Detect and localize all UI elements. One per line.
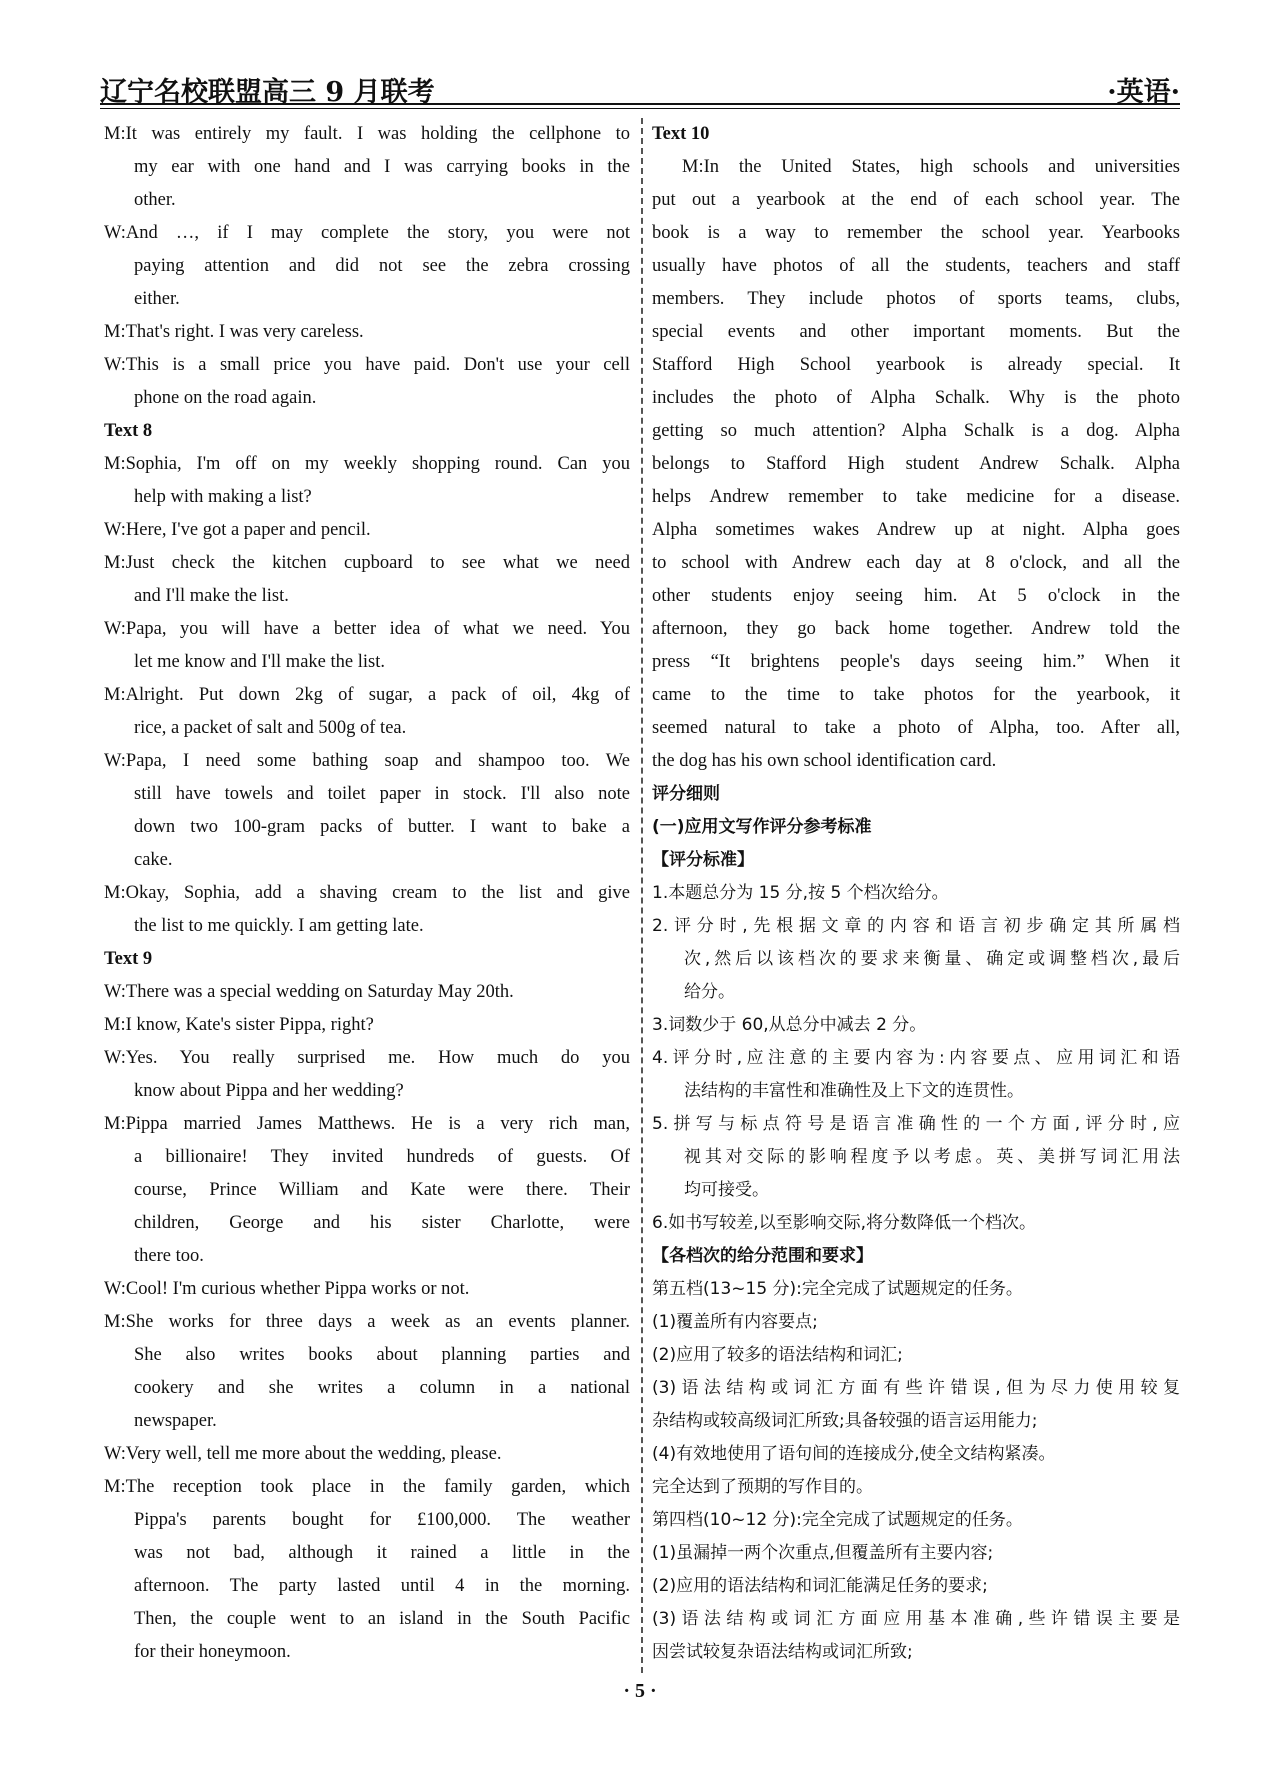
text-line: W:Yes. You really surprised me. How much do you bbox=[104, 1048, 630, 1068]
text-line: 2.评分时,先根据文章的内容和语言初步确定其所属档 bbox=[652, 916, 1180, 936]
text-line: a billionaire! They invited hundreds of guests. Of bbox=[134, 1147, 630, 1167]
text-line: (3)语法结构或词汇方面应用基本准确,些许错误主要是 bbox=[652, 1609, 1180, 1629]
text-line: the dog has his own school identification card. bbox=[652, 751, 997, 771]
right-column bbox=[652, 118, 1180, 1669]
text-line: either. bbox=[134, 289, 180, 309]
text-line: 均可接受。 bbox=[684, 1180, 769, 1200]
text-line: cake. bbox=[134, 850, 173, 870]
text-line: members. They include photos of sports teams, clubs, bbox=[652, 289, 1180, 309]
text-line: the list to me quickly. I am getting late. bbox=[134, 916, 424, 936]
text-line: W:Here, I've got a paper and pencil. bbox=[104, 520, 371, 540]
text-line: belongs to Stafford High student Andrew Schalk. Alpha bbox=[652, 454, 1180, 474]
text-line: 给分。 bbox=[684, 982, 735, 1002]
text-line: Text 8 bbox=[104, 421, 153, 441]
text-line: M:I know, Kate's sister Pippa, right? bbox=[104, 1015, 374, 1035]
text-line: children, George and his sister Charlotte, were bbox=[134, 1213, 630, 1233]
text-line: let me know and I'll make the list. bbox=[134, 652, 385, 672]
text-line: still have towels and toilet paper in stock. I'll also note bbox=[134, 784, 630, 804]
text-line: (4)有效地使用了语句间的连接成分,使全文结构紧凑。 bbox=[652, 1444, 1056, 1464]
left-column bbox=[104, 118, 630, 1669]
text-line: 3.词数少于 60,从总分中减去 2 分。 bbox=[652, 1015, 927, 1035]
text-line: She also writes books about planning parties and bbox=[134, 1345, 630, 1365]
text-line: cookery and she writes a column in a national bbox=[134, 1378, 630, 1398]
text-line: Text 10 bbox=[652, 124, 710, 144]
text-line: was not bad, although it rained a little in the bbox=[134, 1543, 630, 1563]
text-line: W:Papa, I need some bathing soap and shampoo too. We bbox=[104, 751, 630, 771]
text-line: usually have photos of all the students, teachers and staff bbox=[652, 256, 1180, 276]
text-line: to school with Andrew each day at 8 o'clock, and all the bbox=[652, 553, 1180, 573]
text-line: down two 100-gram packs of butter. I want to bake a bbox=[134, 817, 630, 837]
text-line: other students enjoy seeing him. At 5 o'clock in the bbox=[652, 586, 1180, 606]
text-line: W:This is a small price you have paid. Don't use your cell bbox=[104, 355, 630, 375]
text-line: put out a yearbook at the end of each school year. The bbox=[652, 190, 1180, 210]
column-divider bbox=[641, 118, 643, 1673]
text-line: book is a way to remember the school year. Yearbooks bbox=[652, 223, 1180, 243]
text-line: W:And …, if I may complete the story, you were not bbox=[104, 223, 630, 243]
text-line: getting so much attention? Alpha Schalk is a dog. Alpha bbox=[652, 421, 1180, 441]
text-line: phone on the road again. bbox=[134, 388, 317, 408]
text-line: 因尝试较复杂语法结构或词汇所致; bbox=[652, 1642, 913, 1662]
text-line: (2)应用了较多的语法结构和词汇; bbox=[652, 1345, 903, 1365]
header-rule-thin bbox=[100, 108, 1180, 109]
text-line: (一)应用文写作评分参考标准 bbox=[652, 817, 872, 837]
text-line: 完全达到了预期的写作目的。 bbox=[652, 1477, 873, 1497]
text-line: rice, a packet of salt and 500g of tea. bbox=[134, 718, 407, 738]
text-line: M:That's right. I was very careless. bbox=[104, 322, 364, 342]
text-line: other. bbox=[134, 190, 176, 210]
text-line: help with making a list? bbox=[134, 487, 312, 507]
text-line: 次,然后以该档次的要求来衡量、确定或调整档次,最后 bbox=[684, 949, 1180, 969]
text-line: 评分细则 bbox=[652, 784, 720, 804]
text-line: W:Very well, tell me more about the wedding, please. bbox=[104, 1444, 502, 1464]
text-line: came to the time to take photos for the yearbook, it bbox=[652, 685, 1180, 705]
text-line: W:Cool! I'm curious whether Pippa works or not. bbox=[104, 1279, 470, 1299]
text-line: 第五档(13~15 分):完全完成了试题规定的任务。 bbox=[652, 1279, 1023, 1299]
text-line: helps Andrew remember to take medicine for a disease. bbox=[652, 487, 1180, 507]
text-line: 【评分标准】 bbox=[652, 850, 754, 870]
text-line: my ear with one hand and I was carrying books in the bbox=[134, 157, 630, 177]
text-line: M:In the United States, high schools and universities bbox=[682, 157, 1180, 177]
text-line: M:Okay, Sophia, add a shaving cream to the list and give bbox=[104, 883, 630, 903]
text-line: Alpha sometimes wakes Andrew up at night. Alpha goes bbox=[652, 520, 1180, 540]
text-line: 法结构的丰富性和准确性及上下文的连贯性。 bbox=[684, 1081, 1024, 1101]
text-line: (2)应用的语法结构和词汇能满足任务的要求; bbox=[652, 1576, 988, 1596]
text-line: 1.本题总分为 15 分,按 5 个档次给分。 bbox=[652, 883, 949, 903]
text-line: and I'll make the list. bbox=[134, 586, 289, 606]
text-line: for their honeymoon. bbox=[134, 1642, 291, 1662]
text-line: M:She works for three days a week as an events planner. bbox=[104, 1312, 630, 1332]
text-line: course, Prince William and Kate were there. Their bbox=[134, 1180, 630, 1200]
text-line: (3)语法结构或词汇方面有些许错误,但为尽力使用较复 bbox=[652, 1378, 1180, 1398]
text-line: Pippa's parents bought for £100,000. The weather bbox=[134, 1510, 630, 1530]
text-line: Then, the couple went to an island in the South Pacific bbox=[134, 1609, 630, 1629]
text-line: afternoon. The party lasted until 4 in the morning. bbox=[134, 1576, 630, 1596]
text-line: special events and other important moments. But the bbox=[652, 322, 1180, 342]
header-subject: ·英语· bbox=[1107, 77, 1180, 108]
text-line: newspaper. bbox=[134, 1411, 217, 1431]
text-line: (1)虽漏掉一两个次重点,但覆盖所有主要内容; bbox=[652, 1543, 994, 1563]
text-line: paying attention and did not see the zebra crossing bbox=[134, 256, 630, 276]
text-line: M:The reception took place in the family garden, which bbox=[104, 1477, 630, 1497]
text-line: seemed natural to take a photo of Alpha, too. After all, bbox=[652, 718, 1180, 738]
text-line: 杂结构或较高级词汇所致;具备较强的语言运用能力; bbox=[652, 1411, 1038, 1431]
text-line: 【各档次的给分范围和要求】 bbox=[652, 1246, 873, 1266]
text-line: M:It was entirely my fault. I was holding the cellphone to bbox=[104, 124, 630, 144]
text-line: 6.如书写较差,以至影响交际,将分数降低一个档次。 bbox=[652, 1213, 1037, 1233]
header-title: 辽宁名校联盟高三 9 月联考 bbox=[100, 77, 435, 108]
text-line: Text 9 bbox=[104, 949, 153, 969]
text-line: 5.拼写与标点符号是语言准确性的一个方面,评分时,应 bbox=[652, 1114, 1180, 1134]
text-line: Stafford High School yearbook is already special. It bbox=[652, 355, 1180, 375]
text-line: 4.评分时,应注意的主要内容为:内容要点、应用词汇和语 bbox=[652, 1048, 1180, 1068]
text-line: afternoon, they go back home together. Andrew told the bbox=[652, 619, 1180, 639]
text-line: W:There was a special wedding on Saturday May 20th. bbox=[104, 982, 514, 1002]
page-number: · 5 · bbox=[623, 1680, 657, 1702]
text-line: M:Pippa married James Matthews. He is a very rich man, bbox=[104, 1114, 630, 1134]
text-line: M:Alright. Put down 2kg of sugar, a pack of oil, 4kg of bbox=[104, 685, 630, 705]
text-line: press “It brightens people's days seeing him.” When it bbox=[652, 652, 1180, 672]
text-line: includes the photo of Alpha Schalk. Why is the photo bbox=[652, 388, 1180, 408]
text-line: M:Just check the kitchen cupboard to see what we need bbox=[104, 553, 630, 573]
text-line: (1)覆盖所有内容要点; bbox=[652, 1312, 818, 1332]
text-line: 视其对交际的影响程度予以考虑。英、美拼写词汇用法 bbox=[684, 1147, 1180, 1167]
header-rule-thick bbox=[100, 103, 1180, 105]
text-line: there too. bbox=[134, 1246, 204, 1266]
text-line: M:Sophia, I'm off on my weekly shopping round. Can you bbox=[104, 454, 630, 474]
text-line: know about Pippa and her wedding? bbox=[134, 1081, 404, 1101]
text-line: W:Papa, you will have a better idea of what we need. You bbox=[104, 619, 630, 639]
text-line: 第四档(10~12 分):完全完成了试题规定的任务。 bbox=[652, 1510, 1023, 1530]
